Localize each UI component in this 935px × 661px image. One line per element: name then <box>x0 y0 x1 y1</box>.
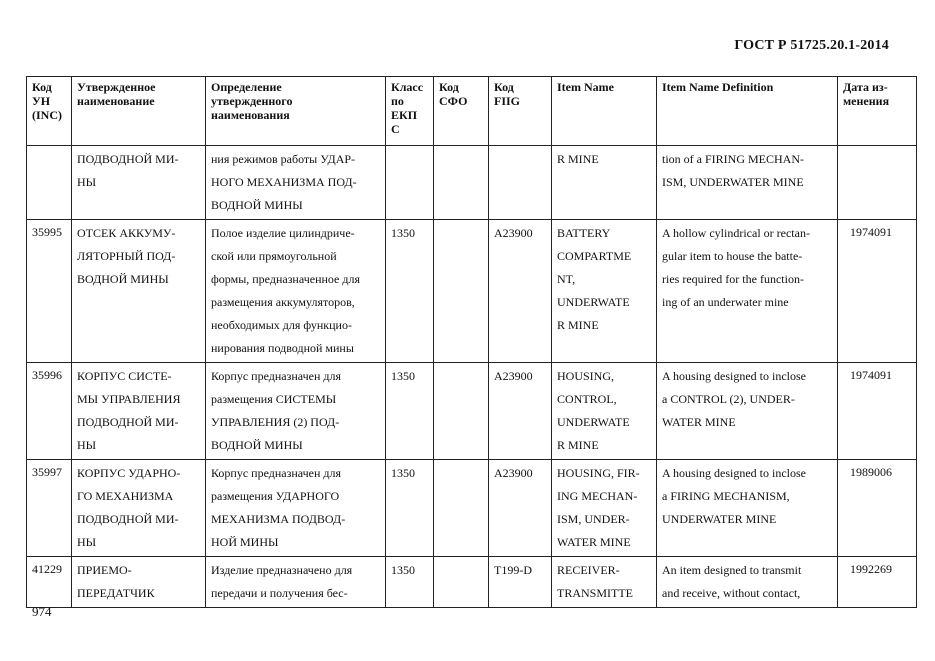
table-row <box>27 557 917 608</box>
header-name-definition: Определение утвержденного наименования <box>206 77 386 146</box>
cell-fiig-code <box>489 146 552 220</box>
table-header-row <box>27 77 917 146</box>
cell-sfo-code <box>434 460 489 557</box>
cell-ekps-class: 1350 <box>386 363 434 460</box>
cell-item-name-definition: A housing designed to inclose a FIRING MECHANISM, UNDERWATER MINE <box>657 460 838 557</box>
table-row <box>27 363 917 460</box>
cell-sfo-code <box>434 363 489 460</box>
cell-inc-code: 35996 <box>27 363 72 460</box>
item-name-table <box>26 76 917 608</box>
cell-item-name-definition: A housing designed to inclose a CONTROL (2), UNDER- WATER MINE <box>657 363 838 460</box>
cell-ekps-class: 1350 <box>386 557 434 608</box>
cell-item-name: R MINE <box>552 146 657 220</box>
cell-inc-code: 35997 <box>27 460 72 557</box>
cell-name-definition: Корпус предназначен для размещения УДАРНОГО МЕХАНИЗМА ПОДВОД- НОЙ МИНЫ <box>206 460 386 557</box>
cell-name-definition: Корпус предназначен для размещения СИСТЕМЫ УПРАВЛЕНИЯ (2) ПОД- ВОДНОЙ МИНЫ <box>206 363 386 460</box>
cell-fiig-code: A23900 <box>489 220 552 363</box>
cell-fiig-code: A23900 <box>489 363 552 460</box>
cell-change-date: 1992269 <box>838 557 917 608</box>
header-approved-name: Утвержденное наименование <box>72 77 206 146</box>
page-number: 974 <box>32 604 52 619</box>
table-row <box>27 220 917 363</box>
cell-ekps-class <box>386 146 434 220</box>
cell-change-date: 1974091 <box>838 220 917 363</box>
cell-sfo-code <box>434 557 489 608</box>
cell-name-definition: ния режимов работы УДАР- НОГО МЕХАНИЗМА ПОД- ВОДНОЙ МИНЫ <box>206 146 386 220</box>
header-inc-code: Код УН (INC) <box>27 77 72 146</box>
cell-item-name-definition: A hollow cylindrical or rectan- gular item to house the batte- ries required for the function- ing of an underwater mine <box>657 220 838 363</box>
table-row <box>27 460 917 557</box>
header-ekps-class: Класс по ЕКП С <box>386 77 434 146</box>
cell-sfo-code <box>434 146 489 220</box>
cell-inc-code <box>27 146 72 220</box>
cell-item-name: BATTERY COMPARTME NT, UNDERWATE R MINE <box>552 220 657 363</box>
cell-change-date: 1989006 <box>838 460 917 557</box>
header-change-date: Дата из- менения <box>838 77 917 146</box>
cell-item-name: HOUSING, CONTROL, UNDERWATE R MINE <box>552 363 657 460</box>
cell-fiig-code: A23900 <box>489 460 552 557</box>
cell-sfo-code <box>434 220 489 363</box>
cell-fiig-code: T199-D <box>489 557 552 608</box>
header-fiig-code: Код FIIG <box>489 77 552 146</box>
cell-approved-name: ПОДВОДНОЙ МИ- НЫ <box>72 146 206 220</box>
cell-inc-code: 35995 <box>27 220 72 363</box>
cell-approved-name: ПРИЕМО- ПЕРЕДАТЧИК <box>72 557 206 608</box>
cell-name-definition: Полое изделие цилиндриче- ской или прямоугольной формы, предназначенное для размещения аккумуляторов, необходимых для функцио- нирования подводной мины <box>206 220 386 363</box>
header-item-name: Item Name <box>552 77 657 146</box>
cell-change-date <box>838 146 917 220</box>
header-sfo-code: Код СФО <box>434 77 489 146</box>
cell-item-name-definition: An item designed to transmit and receive, without contact, <box>657 557 838 608</box>
cell-name-definition: Изделие предназначено для передачи и получения бес- <box>206 557 386 608</box>
cell-approved-name: КОРПУС СИСТЕ- МЫ УПРАВЛЕНИЯ ПОДВОДНОЙ МИ- НЫ <box>72 363 206 460</box>
cell-item-name-definition: tion of a FIRING MECHAN- ISM, UNDERWATER MINE <box>657 146 838 220</box>
cell-change-date: 1974091 <box>838 363 917 460</box>
cell-approved-name: ОТСЕК АККУМУ- ЛЯТОРНЫЙ ПОД- ВОДНОЙ МИНЫ <box>72 220 206 363</box>
header-item-name-definition: Item Name Definition <box>657 77 838 146</box>
table-row <box>27 146 917 220</box>
cell-inc-code: 41229 <box>27 557 72 608</box>
cell-item-name: RECEIVER- TRANSMITTE <box>552 557 657 608</box>
cell-item-name: HOUSING, FIR- ING MECHAN- ISM, UNDER- WATER MINE <box>552 460 657 557</box>
cell-approved-name: КОРПУС УДАРНО- ГО МЕХАНИЗМА ПОДВОДНОЙ МИ- НЫ <box>72 460 206 557</box>
cell-ekps-class: 1350 <box>386 220 434 363</box>
document-standard-code: ГОСТ Р 51725.20.1-2014 <box>734 38 889 53</box>
cell-ekps-class: 1350 <box>386 460 434 557</box>
